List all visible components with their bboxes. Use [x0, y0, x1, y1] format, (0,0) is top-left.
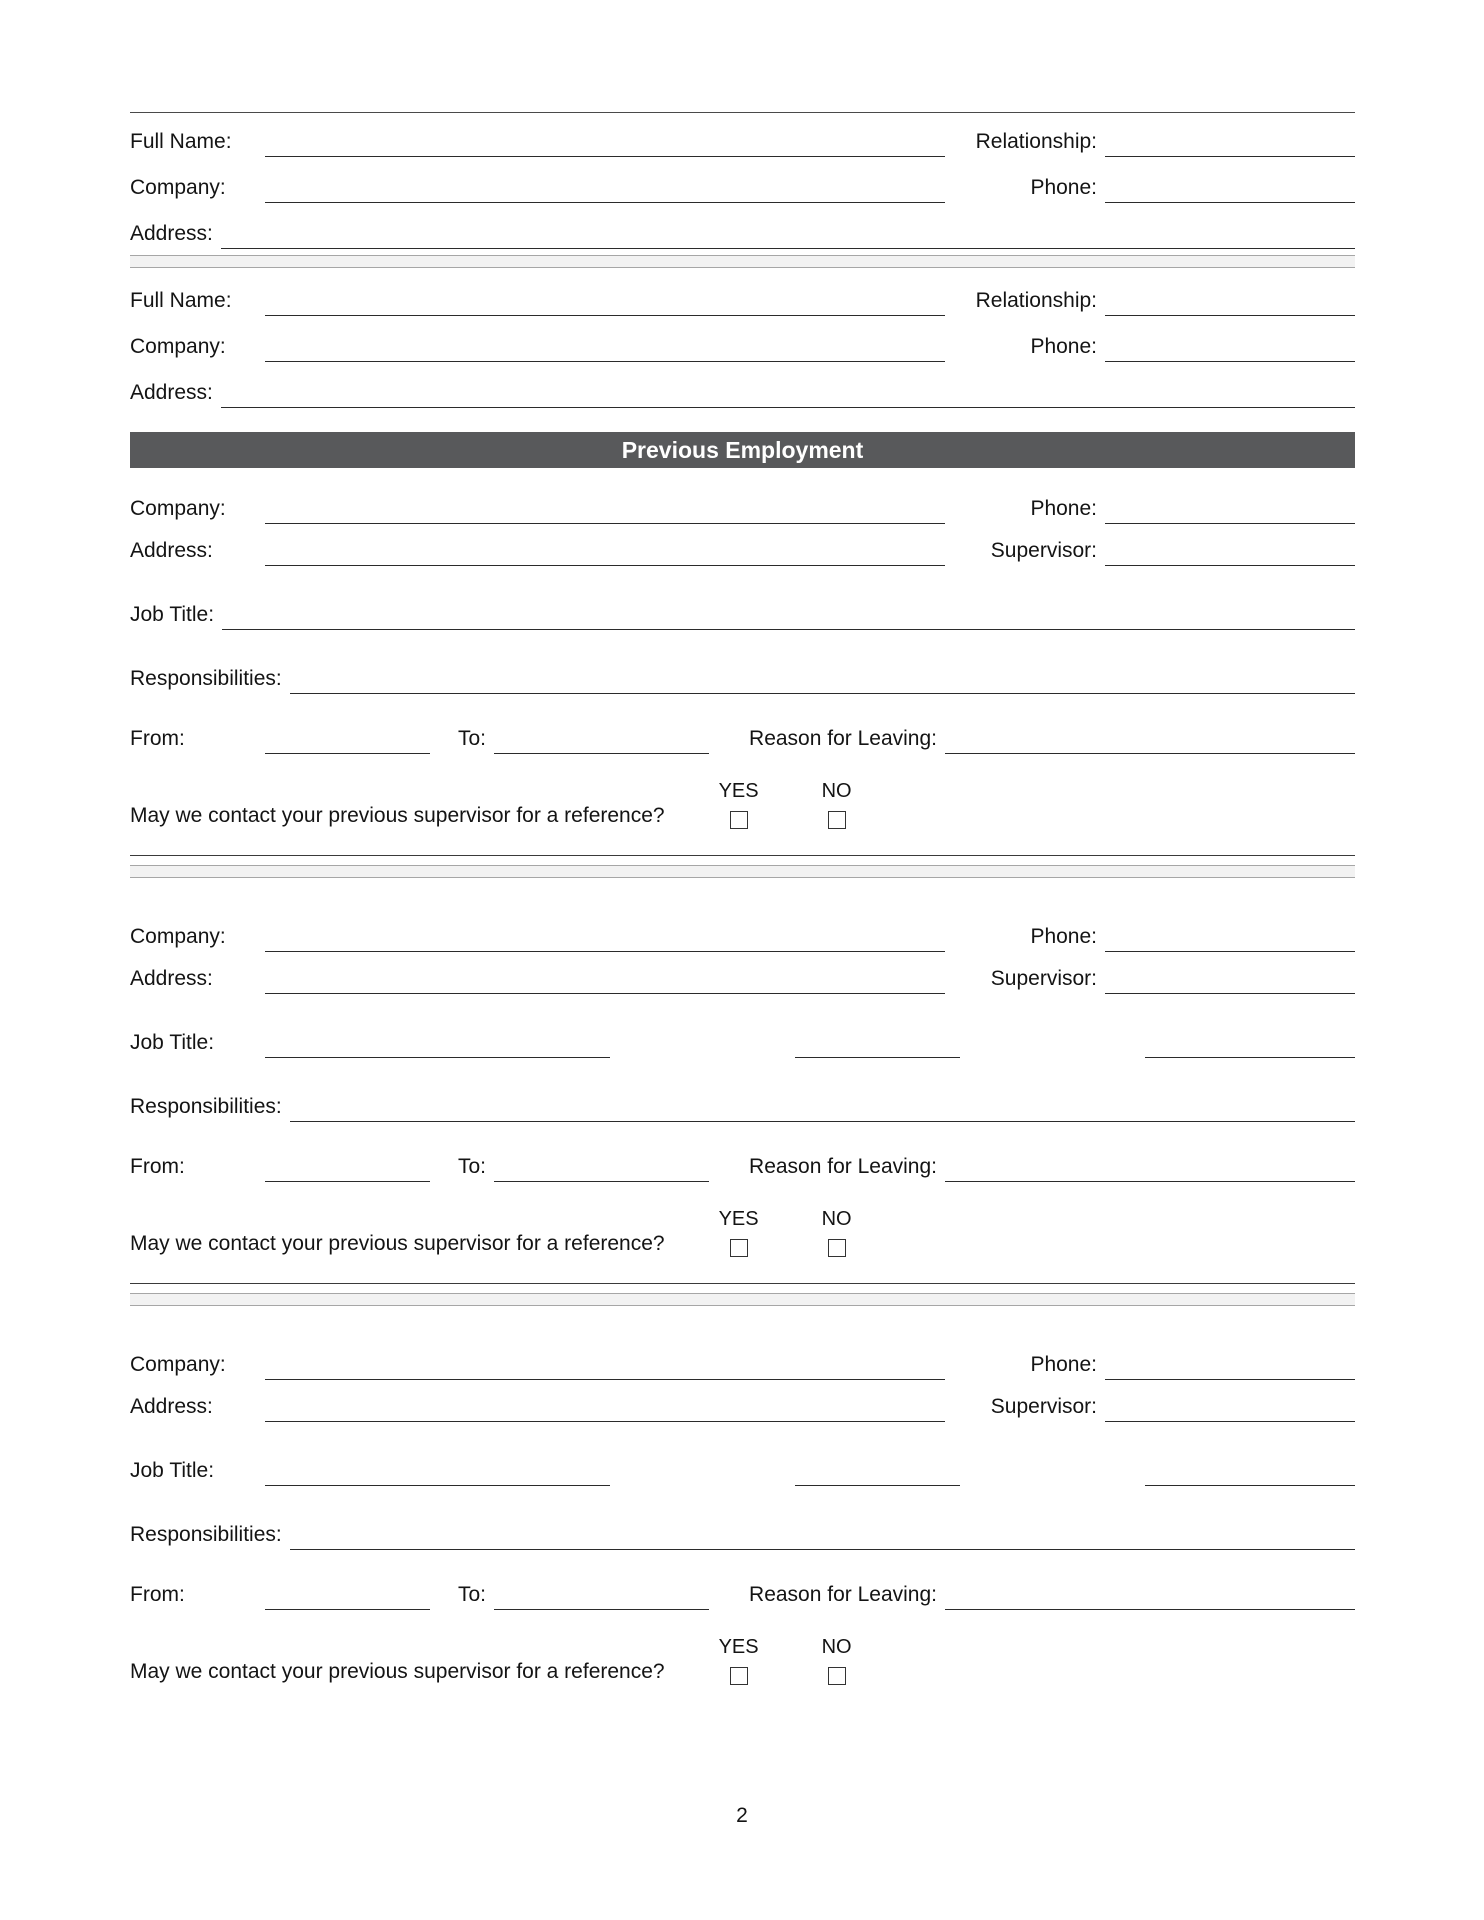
contact-reference-row: [130, 780, 1355, 829]
full-name-label: Full Name:: [130, 289, 232, 312]
to-input-line[interactable]: [494, 1580, 709, 1610]
responsibilities-input-line[interactable]: [290, 1092, 1355, 1122]
address-input-line[interactable]: [221, 378, 1355, 408]
responsibilities-row: [130, 664, 1355, 694]
yes-label: YES: [718, 1208, 759, 1230]
yes-label: YES: [718, 1636, 759, 1658]
reference-block: [130, 286, 1355, 408]
job-title-row: [130, 600, 1355, 630]
yes-checkbox[interactable]: [730, 1239, 748, 1257]
job-title-label: Job Title:: [130, 1459, 215, 1482]
responsibilities-input-line[interactable]: [290, 664, 1355, 694]
phone-label: Phone:: [1030, 497, 1097, 520]
from-label: From:: [130, 1583, 185, 1606]
dates-row: [130, 1152, 1355, 1182]
relationship-label: Relationship:: [975, 289, 1097, 312]
company-input-line[interactable]: [265, 332, 945, 362]
address-label: Address:: [130, 381, 213, 404]
address-label: Address:: [130, 1395, 213, 1418]
job-title-row: [130, 1456, 1355, 1486]
separator-band: [130, 865, 1355, 878]
job-title-label: Job Title:: [130, 603, 215, 626]
address-label: Address:: [130, 539, 213, 562]
phone-input-line[interactable]: [1105, 332, 1355, 362]
no-label: NO: [821, 1208, 852, 1230]
page-number: 2: [736, 1804, 748, 1827]
supervisor-input-line[interactable]: [1105, 1392, 1355, 1422]
phone-label: Phone:: [1030, 176, 1097, 199]
employment-block: [130, 1350, 1355, 1685]
yes-label: YES: [718, 780, 759, 802]
responsibilities-label: Responsibilities:: [130, 1523, 282, 1546]
address-input-line[interactable]: [265, 536, 945, 566]
from-input-line[interactable]: [265, 724, 430, 754]
separator-line: [130, 855, 1355, 856]
no-label: NO: [821, 780, 852, 802]
relationship-input-line[interactable]: [1105, 286, 1355, 316]
from-input-line[interactable]: [265, 1580, 430, 1610]
job-title-extra-line[interactable]: [795, 1028, 960, 1058]
supervisor-label: Supervisor:: [990, 1395, 1097, 1418]
reason-for-leaving-input-line[interactable]: [945, 724, 1355, 754]
reason-for-leaving-input-line[interactable]: [945, 1152, 1355, 1182]
address-row: [130, 378, 1355, 408]
job-title-input-line[interactable]: [265, 1028, 610, 1058]
reason-for-leaving-label: Reason for Leaving:: [749, 1583, 937, 1606]
no-checkbox[interactable]: [828, 1667, 846, 1685]
full-name-label: Full Name:: [130, 130, 232, 153]
separator-line: [130, 1283, 1355, 1284]
full-name-input-line[interactable]: [265, 286, 945, 316]
yes-option: [707, 1636, 771, 1685]
address-label: Address:: [130, 967, 213, 990]
job-title-row: [130, 1028, 1355, 1058]
yes-checkbox[interactable]: [730, 1667, 748, 1685]
from-label: From:: [130, 1155, 185, 1178]
company-row: [130, 922, 1355, 952]
responsibilities-input-line[interactable]: [290, 1520, 1355, 1550]
section-title: Previous Employment: [621, 437, 864, 463]
dates-row: [130, 1580, 1355, 1610]
address-row: [130, 1392, 1355, 1422]
employment-block: [130, 922, 1355, 1257]
address-input-line[interactable]: [265, 1392, 945, 1422]
no-label: NO: [821, 1636, 852, 1658]
address-row: [130, 964, 1355, 994]
address-label: Address:: [130, 222, 213, 245]
no-option: [805, 780, 869, 829]
relationship-label: Relationship:: [975, 130, 1097, 153]
separator-band: [130, 255, 1355, 268]
from-label: From:: [130, 727, 185, 750]
address-input-line[interactable]: [221, 219, 1355, 249]
to-input-line[interactable]: [494, 724, 709, 754]
responsibilities-label: Responsibilities:: [130, 1095, 282, 1118]
yes-checkbox[interactable]: [730, 811, 748, 829]
phone-label: Phone:: [1030, 1353, 1097, 1376]
top-divider-line: [130, 112, 1355, 113]
contact-question: May we contact your previous supervisor for a reference?: [130, 1232, 665, 1255]
supervisor-label: Supervisor:: [990, 539, 1097, 562]
job-title-input-line[interactable]: [222, 600, 1355, 630]
reason-for-leaving-label: Reason for Leaving:: [749, 727, 937, 750]
address-row: [130, 536, 1355, 566]
company-row: [130, 494, 1355, 524]
contact-reference-row: [130, 1636, 1355, 1685]
job-title-extra-line[interactable]: [1145, 1456, 1355, 1486]
company-label: Company:: [130, 176, 226, 199]
address-input-line[interactable]: [265, 964, 945, 994]
job-title-extra-line[interactable]: [795, 1456, 960, 1486]
separator-band: [130, 1293, 1355, 1306]
to-label: To:: [458, 727, 487, 750]
contact-question: May we contact your previous supervisor for a reference?: [130, 1660, 665, 1683]
supervisor-input-line[interactable]: [1105, 536, 1355, 566]
supervisor-label: Supervisor:: [990, 967, 1097, 990]
from-input-line[interactable]: [265, 1152, 430, 1182]
reason-for-leaving-input-line[interactable]: [945, 1580, 1355, 1610]
to-label: To:: [458, 1583, 487, 1606]
company-row: [130, 332, 1355, 362]
phone-input-line[interactable]: [1105, 494, 1355, 524]
reference-block: [130, 127, 1355, 249]
company-label: Company:: [130, 925, 226, 948]
no-option: [805, 1636, 869, 1685]
no-checkbox[interactable]: [828, 1239, 846, 1257]
job-title-input-line[interactable]: [265, 1456, 610, 1486]
previous-employment-header: [130, 432, 1355, 468]
to-input-line[interactable]: [494, 1152, 709, 1182]
company-row: [130, 173, 1355, 203]
responsibilities-label: Responsibilities:: [130, 667, 282, 690]
job-title-extra-line[interactable]: [1145, 1028, 1355, 1058]
full-name-input-line[interactable]: [265, 127, 945, 157]
company-label: Company:: [130, 335, 226, 358]
reason-for-leaving-label: Reason for Leaving:: [749, 1155, 937, 1178]
supervisor-input-line[interactable]: [1105, 964, 1355, 994]
company-row: [130, 1350, 1355, 1380]
company-label: Company:: [130, 497, 226, 520]
company-input-line[interactable]: [265, 494, 945, 524]
to-label: To:: [458, 1155, 487, 1178]
contact-question: May we contact your previous supervisor for a reference?: [130, 804, 665, 827]
phone-input-line[interactable]: [1105, 922, 1355, 952]
company-input-line[interactable]: [265, 922, 945, 952]
responsibilities-row: [130, 1092, 1355, 1122]
company-label: Company:: [130, 1353, 226, 1376]
dates-row: [130, 724, 1355, 754]
phone-input-line[interactable]: [1105, 1350, 1355, 1380]
full-name-row: [130, 127, 1355, 157]
address-row: [130, 219, 1355, 249]
employment-block: [130, 494, 1355, 829]
responsibilities-row: [130, 1520, 1355, 1550]
yes-option: [707, 1208, 771, 1257]
contact-reference-row: [130, 1208, 1355, 1257]
no-option: [805, 1208, 869, 1257]
full-name-row: [130, 286, 1355, 316]
job-title-label: Job Title:: [130, 1031, 215, 1054]
phone-input-line[interactable]: [1105, 173, 1355, 203]
no-checkbox[interactable]: [828, 811, 846, 829]
phone-label: Phone:: [1030, 925, 1097, 948]
phone-label: Phone:: [1030, 335, 1097, 358]
company-input-line[interactable]: [265, 1350, 945, 1380]
relationship-input-line[interactable]: [1105, 127, 1355, 157]
company-input-line[interactable]: [265, 173, 945, 203]
yes-option: [707, 780, 771, 829]
